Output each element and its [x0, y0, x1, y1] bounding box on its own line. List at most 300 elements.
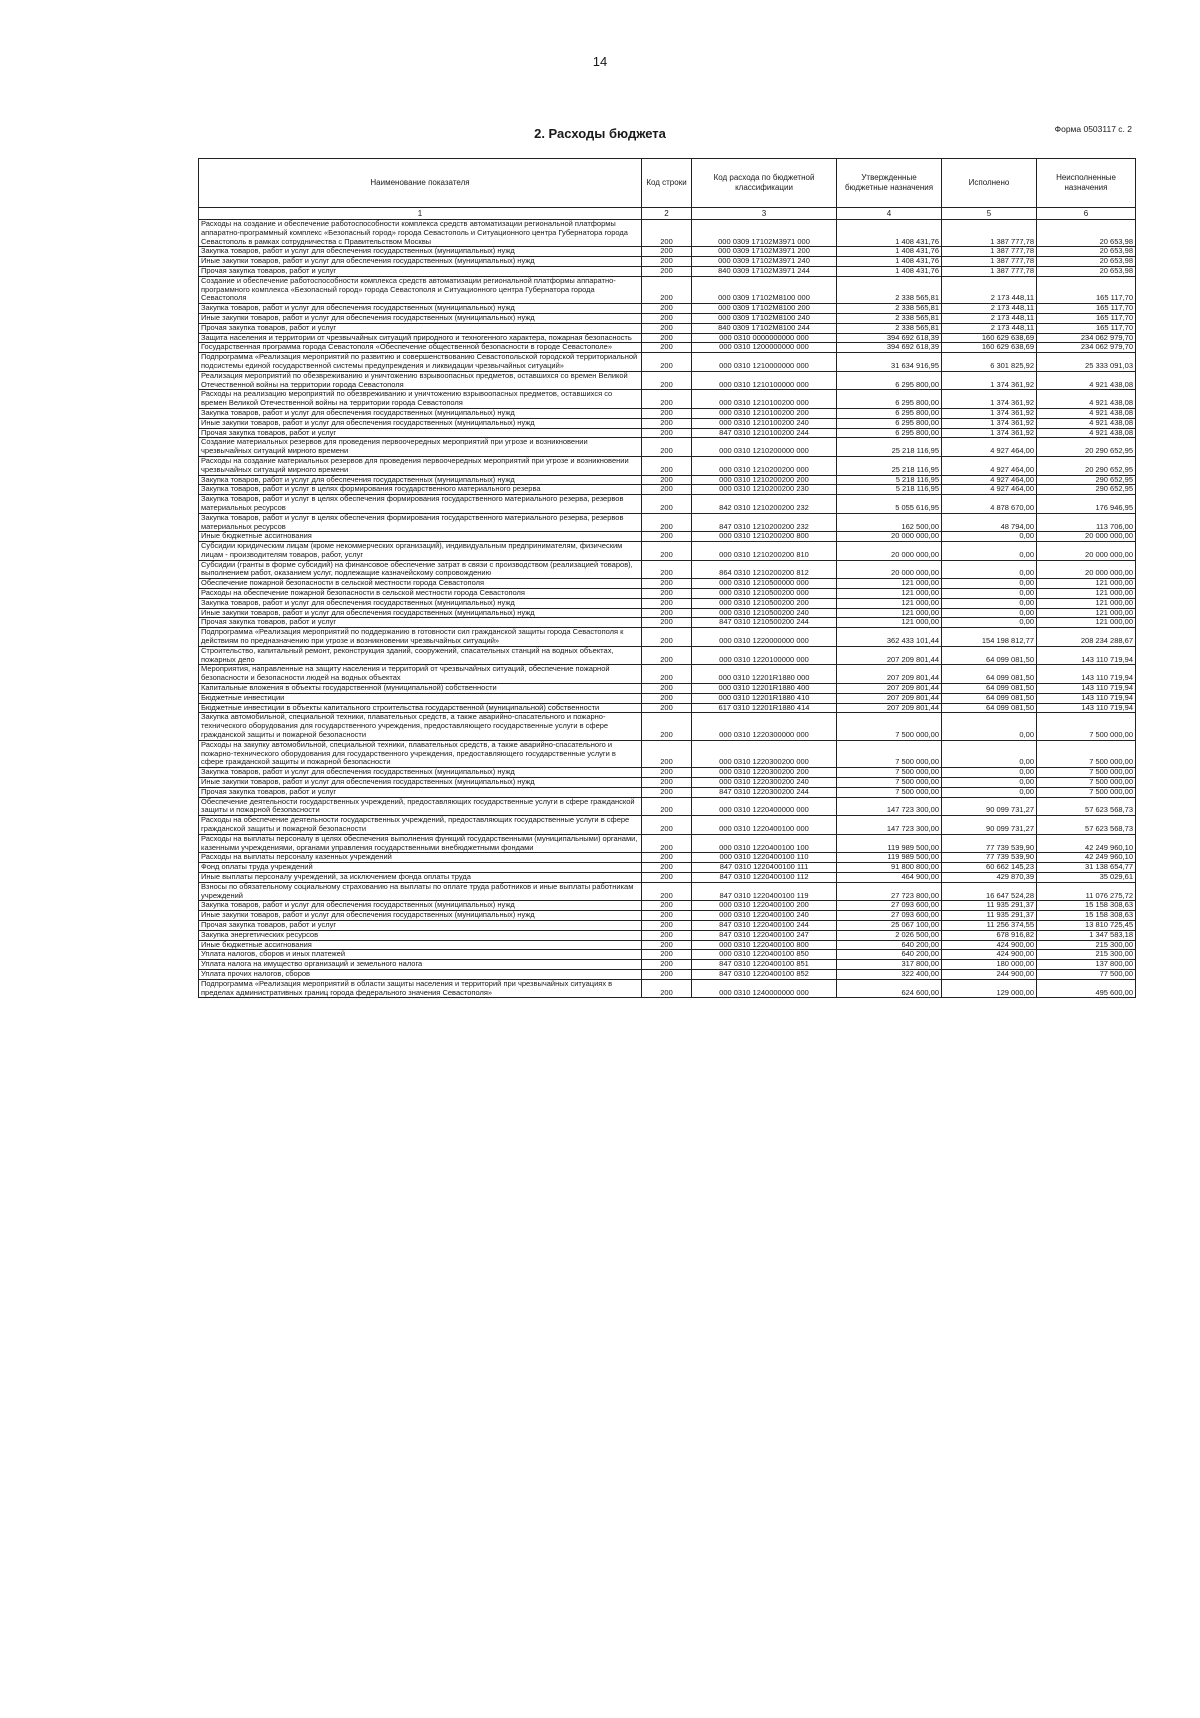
row-name: Защита населения и территории от чрезвычайных ситуаций природного и техногенного характера, пожарная безопасность [199, 333, 642, 343]
row-name: Реализация мероприятий по обезвреживанию и уничтожению взрывоопасных предметов, оставшихся со времен Великой Отечественной войны на территории города Севастополя [199, 371, 642, 390]
row-name: Субсидии юридическим лицам (кроме некоммерческих организаций), индивидуальным предпринимателям, физическим лицам - производителям товаров, работ, услуг [199, 542, 642, 561]
row-classification-code: 000 0310 1220300000 000 [692, 713, 837, 740]
row-classification-code: 000 0310 1210500000 000 [692, 579, 837, 589]
row-executed-amount: 11 935 291,37 [942, 901, 1037, 911]
row-unexecuted-amount: 20 290 652,95 [1037, 456, 1136, 475]
row-line-code: 200 [642, 684, 692, 694]
row-approved-amount: 27 093 600,00 [837, 901, 942, 911]
row-approved-amount: 20 000 000,00 [837, 532, 942, 542]
row-executed-amount: 4 927 464,00 [942, 485, 1037, 495]
row-unexecuted-amount: 15 158 308,63 [1037, 911, 1136, 921]
row-unexecuted-amount: 20 653,98 [1037, 266, 1136, 276]
row-name: Иные бюджетные ассигнования [199, 940, 642, 950]
row-classification-code: 000 0310 12201R1880 000 [692, 665, 837, 684]
table-row [199, 684, 1136, 694]
table-row [199, 797, 1136, 816]
row-classification-code: 000 0309 17102M8100 240 [692, 313, 837, 323]
table-row [199, 969, 1136, 979]
row-executed-amount: 6 301 825,92 [942, 353, 1037, 372]
row-unexecuted-amount: 290 652,95 [1037, 485, 1136, 495]
row-name: Обеспечение деятельности государственных учреждений, предоставляющих государственные услуги в сфере гражданской защиты и пожарной безопасности [199, 797, 642, 816]
row-name: Обеспечение пожарной безопасности в сельской местности города Севастополя [199, 579, 642, 589]
row-approved-amount: 2 338 565,81 [837, 276, 942, 303]
row-classification-code: 847 0310 1220400100 852 [692, 969, 837, 979]
row-name: Прочая закупка товаров, работ и услуг [199, 618, 642, 628]
row-classification-code: 000 0309 17102M3971 000 [692, 220, 837, 247]
row-line-code: 200 [642, 456, 692, 475]
row-executed-amount: 154 198 812,77 [942, 628, 1037, 647]
row-approved-amount: 7 500 000,00 [837, 768, 942, 778]
row-line-code: 200 [642, 608, 692, 618]
table-row [199, 304, 1136, 314]
row-name: Расходы на создание материальных резервов для проведения первоочередных мероприятий при угрозе и возникновении чрезвычайных ситуаций мирного времени [199, 456, 642, 475]
row-name: Закупка автомобильной, специальной техники, плавательных средств, а также аварийно-спасательного и пожарно-технического оборудования для государственного учреждения, предоставляющего государственные услуги в сфере гражданской защиты и пожарной безопасности [199, 713, 642, 740]
row-classification-code: 000 0310 1210200000 000 [692, 438, 837, 457]
row-classification-code: 000 0310 12201R1880 400 [692, 684, 837, 694]
row-name: Подпрограмма «Реализация мероприятий по поддержанию в готовности сил гражданской защиты города Севастополя к действиям по предназначению при угрозе и возникновении чрезвычайных ситуаций» [199, 628, 642, 647]
row-unexecuted-amount: 290 652,95 [1037, 475, 1136, 485]
row-unexecuted-amount: 143 110 719,94 [1037, 684, 1136, 694]
row-approved-amount: 121 000,00 [837, 618, 942, 628]
row-classification-code: 000 0309 17102M3971 200 [692, 247, 837, 257]
row-approved-amount: 119 989 500,00 [837, 834, 942, 853]
row-line-code: 200 [642, 960, 692, 970]
row-name: Прочая закупка товаров, работ и услуг [199, 323, 642, 333]
row-name: Прочая закупка товаров, работ и услуг [199, 920, 642, 930]
row-unexecuted-amount: 143 110 719,94 [1037, 665, 1136, 684]
row-name: Расходы на закупку автомобильной, специальной техники, плавательных средств, а также аварийно-спасательного и пожарно-технического оборудования для государственного учреждения, предоставляющего государственные услуги в сфере гражданской защиты и пожарной безопасности [199, 740, 642, 767]
row-approved-amount: 1 408 431,76 [837, 257, 942, 267]
row-line-code: 200 [642, 579, 692, 589]
row-classification-code: 000 0310 1220400100 800 [692, 940, 837, 950]
row-name: Бюджетные инвестиции [199, 693, 642, 703]
row-line-code: 200 [642, 618, 692, 628]
row-unexecuted-amount: 57 623 568,73 [1037, 816, 1136, 835]
table-row [199, 220, 1136, 247]
row-executed-amount: 64 099 081,50 [942, 703, 1037, 713]
column-number: 4 [837, 208, 942, 220]
row-line-code: 200 [642, 333, 692, 343]
row-name: Фонд оплаты труда учреждений [199, 863, 642, 873]
row-executed-amount: 90 099 731,27 [942, 797, 1037, 816]
row-executed-amount: 0,00 [942, 542, 1037, 561]
row-classification-code: 000 0310 1220300200 000 [692, 740, 837, 767]
row-line-code: 200 [642, 438, 692, 457]
row-line-code: 200 [642, 247, 692, 257]
table-row [199, 598, 1136, 608]
row-classification-code: 000 0310 1210100200 240 [692, 418, 837, 428]
row-executed-amount: 678 916,82 [942, 930, 1037, 940]
row-approved-amount: 121 000,00 [837, 608, 942, 618]
row-executed-amount: 4 878 670,00 [942, 495, 1037, 514]
row-name: Уплата прочих налогов, сборов [199, 969, 642, 979]
row-executed-amount: 0,00 [942, 579, 1037, 589]
row-executed-amount: 4 927 464,00 [942, 438, 1037, 457]
row-name: Закупка товаров, работ и услуг для обеспечения государственных (муниципальных) нужд [199, 901, 642, 911]
row-line-code: 200 [642, 542, 692, 561]
row-line-code: 200 [642, 313, 692, 323]
column-number: 5 [942, 208, 1037, 220]
row-approved-amount: 624 600,00 [837, 979, 942, 998]
row-classification-code: 000 0310 1220400100 850 [692, 950, 837, 960]
row-executed-amount: 64 099 081,50 [942, 646, 1037, 665]
column-number: 6 [1037, 208, 1136, 220]
table-row [199, 371, 1136, 390]
row-line-code: 200 [642, 787, 692, 797]
row-line-code: 200 [642, 834, 692, 853]
row-executed-amount: 90 099 731,27 [942, 816, 1037, 835]
row-executed-amount: 60 662 145,23 [942, 863, 1037, 873]
row-unexecuted-amount: 176 946,95 [1037, 495, 1136, 514]
row-approved-amount: 25 218 116,95 [837, 456, 942, 475]
row-name: Расходы на обеспечение пожарной безопасности в сельской местности города Севастополя [199, 589, 642, 599]
row-approved-amount: 640 200,00 [837, 940, 942, 950]
header-executed: Исполнено [942, 159, 1037, 208]
row-line-code: 200 [642, 646, 692, 665]
row-classification-code: 000 0310 1200000000 000 [692, 343, 837, 353]
row-name: Закупка товаров, работ и услуг для обеспечения государственных (муниципальных) нужд [199, 768, 642, 778]
row-approved-amount: 6 295 800,00 [837, 428, 942, 438]
row-executed-amount: 11 256 374,55 [942, 920, 1037, 930]
row-name: Подпрограмма «Реализация мероприятий по развитию и совершенствованию Севастопольской городской территориальной подсистемы единой государственной системы предупреждения и ликвидации чрезвычайных ситуаций» [199, 353, 642, 372]
row-line-code: 200 [642, 969, 692, 979]
row-classification-code: 847 0310 1220400100 244 [692, 920, 837, 930]
row-unexecuted-amount: 165 117,70 [1037, 276, 1136, 303]
table-row [199, 408, 1136, 418]
header-line-code: Код строки [642, 159, 692, 208]
row-line-code: 200 [642, 353, 692, 372]
row-name: Расходы на реализацию мероприятий по обезвреживанию и уничтожению взрывоопасных предметов, оставшихся со времен Великой Отечественной войны на территории города Севастополя [199, 390, 642, 409]
table-row [199, 693, 1136, 703]
row-name: Расходы на создание и обеспечение работоспособности комплекса средств автоматизации региональной платформы аппаратно-программный комплекс «Безопасный город» города Севастополь и Ситуационного центра Губернатора города Севастополь в рамках сотрудничества с Правительством Москвы [199, 220, 642, 247]
row-classification-code: 000 0310 1210500200 240 [692, 608, 837, 618]
row-line-code: 200 [642, 371, 692, 390]
row-executed-amount: 424 900,00 [942, 950, 1037, 960]
row-unexecuted-amount: 165 117,70 [1037, 323, 1136, 333]
row-classification-code: 000 0309 17102M3971 240 [692, 257, 837, 267]
row-executed-amount: 0,00 [942, 713, 1037, 740]
row-executed-amount: 160 629 638,69 [942, 333, 1037, 343]
table-row [199, 390, 1136, 409]
row-classification-code: 000 0310 1220300200 240 [692, 778, 837, 788]
row-approved-amount: 640 200,00 [837, 950, 942, 960]
row-approved-amount: 119 989 500,00 [837, 853, 942, 863]
row-approved-amount: 6 295 800,00 [837, 371, 942, 390]
row-unexecuted-amount: 20 000 000,00 [1037, 542, 1136, 561]
row-name: Уплата налогов, сборов и иных платежей [199, 950, 642, 960]
row-executed-amount: 244 900,00 [942, 969, 1037, 979]
row-name: Прочая закупка товаров, работ и услуг [199, 787, 642, 797]
row-unexecuted-amount: 15 158 308,63 [1037, 901, 1136, 911]
row-unexecuted-amount: 35 029,61 [1037, 872, 1136, 882]
column-number: 3 [692, 208, 837, 220]
row-approved-amount: 207 209 801,44 [837, 646, 942, 665]
row-executed-amount: 160 629 638,69 [942, 343, 1037, 353]
row-name: Закупка энергетических ресурсов [199, 930, 642, 940]
row-classification-code: 000 0310 1210100000 000 [692, 371, 837, 390]
row-approved-amount: 147 723 300,00 [837, 797, 942, 816]
row-approved-amount: 2 338 565,81 [837, 313, 942, 323]
row-approved-amount: 91 800 800,00 [837, 863, 942, 873]
row-name: Прочая закупка товаров, работ и услуг [199, 266, 642, 276]
row-line-code: 200 [642, 930, 692, 940]
table-row [199, 542, 1136, 561]
column-number: 1 [199, 208, 642, 220]
row-unexecuted-amount: 7 500 000,00 [1037, 740, 1136, 767]
row-executed-amount: 48 794,00 [942, 513, 1037, 532]
row-approved-amount: 121 000,00 [837, 589, 942, 599]
row-line-code: 200 [642, 911, 692, 921]
row-line-code: 200 [642, 475, 692, 485]
row-approved-amount: 25 067 100,00 [837, 920, 942, 930]
row-approved-amount: 7 500 000,00 [837, 787, 942, 797]
row-line-code: 200 [642, 390, 692, 409]
table-row [199, 628, 1136, 647]
row-unexecuted-amount: 25 333 091,03 [1037, 353, 1136, 372]
row-approved-amount: 207 209 801,44 [837, 684, 942, 694]
row-line-code: 200 [642, 920, 692, 930]
row-executed-amount: 1 374 361,92 [942, 428, 1037, 438]
row-line-code: 200 [642, 323, 692, 333]
row-unexecuted-amount: 143 110 719,94 [1037, 693, 1136, 703]
row-line-code: 200 [642, 740, 692, 767]
row-line-code: 200 [642, 532, 692, 542]
row-unexecuted-amount: 208 234 288,67 [1037, 628, 1136, 647]
row-approved-amount: 6 295 800,00 [837, 390, 942, 409]
row-approved-amount: 121 000,00 [837, 579, 942, 589]
row-approved-amount: 31 634 916,95 [837, 353, 942, 372]
row-unexecuted-amount: 77 500,00 [1037, 969, 1136, 979]
row-unexecuted-amount: 57 623 568,73 [1037, 797, 1136, 816]
row-approved-amount: 317 800,00 [837, 960, 942, 970]
row-classification-code: 847 0310 1210200200 232 [692, 513, 837, 532]
row-line-code: 200 [642, 485, 692, 495]
row-approved-amount: 207 209 801,44 [837, 703, 942, 713]
row-name: Закупка товаров, работ и услуг для обеспечения государственных (муниципальных) нужд [199, 408, 642, 418]
table-row [199, 276, 1136, 303]
header-unexecuted: Неисполненные назначения [1037, 159, 1136, 208]
row-unexecuted-amount: 11 076 275,72 [1037, 882, 1136, 901]
row-executed-amount: 1 387 777,78 [942, 247, 1037, 257]
row-approved-amount: 362 433 101,44 [837, 628, 942, 647]
row-approved-amount: 1 408 431,76 [837, 247, 942, 257]
row-line-code: 200 [642, 693, 692, 703]
row-name: Закупка товаров, работ и услуг для обеспечения государственных (муниципальных) нужд [199, 475, 642, 485]
row-unexecuted-amount: 42 249 960,10 [1037, 834, 1136, 853]
row-unexecuted-amount: 4 921 438,08 [1037, 418, 1136, 428]
row-approved-amount: 25 218 116,95 [837, 438, 942, 457]
table-row [199, 834, 1136, 853]
row-name: Иные закупки товаров, работ и услуг для обеспечения государственных (муниципальных) нужд [199, 911, 642, 921]
row-name: Создание материальных резервов для проведения первоочередных мероприятий при угрозе и возникновении чрезвычайных ситуаций мирного времени [199, 438, 642, 457]
row-executed-amount: 4 927 464,00 [942, 475, 1037, 485]
form-code: Форма 0503117 с. 2 [1054, 124, 1132, 134]
row-unexecuted-amount: 121 000,00 [1037, 579, 1136, 589]
row-executed-amount: 180 000,00 [942, 960, 1037, 970]
row-line-code: 200 [642, 220, 692, 247]
row-classification-code: 840 0309 17102M8100 244 [692, 323, 837, 333]
row-name: Закупка товаров, работ и услуг для обеспечения государственных (муниципальных) нужд [199, 247, 642, 257]
table-row [199, 313, 1136, 323]
table-row [199, 266, 1136, 276]
row-unexecuted-amount: 113 706,00 [1037, 513, 1136, 532]
row-unexecuted-amount: 20 653,98 [1037, 257, 1136, 267]
row-name: Иные бюджетные ассигнования [199, 532, 642, 542]
row-name: Расходы на выплаты персоналу в целях обеспечения выполнения функций государственными (муниципальными) органами, казенными учреждениями, органами управления государственными внебюджетными фондами [199, 834, 642, 853]
row-line-code: 200 [642, 266, 692, 276]
row-executed-amount: 0,00 [942, 778, 1037, 788]
row-name: Иные закупки товаров, работ и услуг для обеспечения государственных (муниципальных) нужд [199, 257, 642, 267]
row-name: Иные закупки товаров, работ и услуг для обеспечения государственных (муниципальных) нужд [199, 313, 642, 323]
row-approved-amount: 5 055 616,95 [837, 495, 942, 514]
row-unexecuted-amount: 7 500 000,00 [1037, 787, 1136, 797]
row-classification-code: 000 0310 1220300200 200 [692, 768, 837, 778]
table-row [199, 353, 1136, 372]
row-classification-code: 000 0309 17102M8100 200 [692, 304, 837, 314]
row-approved-amount: 20 000 000,00 [837, 560, 942, 579]
row-classification-code: 000 0310 1210100200 000 [692, 390, 837, 409]
row-classification-code: 847 0310 1220300200 244 [692, 787, 837, 797]
row-executed-amount: 0,00 [942, 560, 1037, 579]
row-classification-code: 617 0310 12201R1880 414 [692, 703, 837, 713]
row-classification-code: 847 0310 1220400100 112 [692, 872, 837, 882]
row-line-code: 200 [642, 901, 692, 911]
row-name: Мероприятия, направленные на защиту населения и территорий от чрезвычайных ситуаций, обеспечение пожарной безопасности и безопасности людей на водных объектах [199, 665, 642, 684]
row-executed-amount: 64 099 081,50 [942, 665, 1037, 684]
row-name: Закупка товаров, работ и услуг в целях формирования государственного материального резерва [199, 485, 642, 495]
row-classification-code: 000 0310 1210200200 810 [692, 542, 837, 561]
row-name: Закупка товаров, работ и услуг в целях обеспечения формирования государственного материального резерва, резервов материальных ресурсов [199, 513, 642, 532]
row-line-code: 200 [642, 495, 692, 514]
row-approved-amount: 27 723 800,00 [837, 882, 942, 901]
table-row [199, 589, 1136, 599]
row-classification-code: 000 0310 1210200200 800 [692, 532, 837, 542]
row-unexecuted-amount: 121 000,00 [1037, 618, 1136, 628]
row-executed-amount: 64 099 081,50 [942, 693, 1037, 703]
row-line-code: 200 [642, 940, 692, 950]
table-row [199, 740, 1136, 767]
row-unexecuted-amount: 7 500 000,00 [1037, 778, 1136, 788]
table-row [199, 872, 1136, 882]
table-row [199, 960, 1136, 970]
row-classification-code: 000 0310 1220400100 200 [692, 901, 837, 911]
row-unexecuted-amount: 20 653,98 [1037, 247, 1136, 257]
row-executed-amount: 77 739 539,90 [942, 853, 1037, 863]
row-approved-amount: 394 692 618,39 [837, 343, 942, 353]
row-classification-code: 000 0310 1210100200 200 [692, 408, 837, 418]
section-title: 2. Расходы бюджета [534, 126, 666, 141]
row-line-code: 200 [642, 853, 692, 863]
row-executed-amount: 64 099 081,50 [942, 684, 1037, 694]
row-name: Расходы на выплаты персоналу казенных учреждений [199, 853, 642, 863]
table-row [199, 920, 1136, 930]
row-name: Подпрограмма «Реализация мероприятий в области защиты населения и территорий при чрезвычайных ситуациях в пределах административных границ города федерального значения Севастополя» [199, 979, 642, 998]
row-executed-amount: 0,00 [942, 532, 1037, 542]
row-executed-amount: 2 173 448,11 [942, 304, 1037, 314]
row-executed-amount: 0,00 [942, 598, 1037, 608]
row-executed-amount: 129 000,00 [942, 979, 1037, 998]
row-name: Субсидии (гранты в форме субсидий) на финансовое обеспечение затрат в связи с производством (реализацией товаров), выполнением работ, оказанием услуг, подлежащие казначейскому сопровождению [199, 560, 642, 579]
row-line-code: 200 [642, 768, 692, 778]
row-classification-code: 000 0310 1210500200 000 [692, 589, 837, 599]
row-unexecuted-amount: 7 500 000,00 [1037, 768, 1136, 778]
table-row [199, 787, 1136, 797]
table-row [199, 646, 1136, 665]
row-approved-amount: 27 093 600,00 [837, 911, 942, 921]
row-unexecuted-amount: 4 921 438,08 [1037, 408, 1136, 418]
row-line-code: 200 [642, 628, 692, 647]
column-number: 2 [642, 208, 692, 220]
row-line-code: 200 [642, 418, 692, 428]
row-unexecuted-amount: 7 500 000,00 [1037, 713, 1136, 740]
row-classification-code: 847 0310 1210100200 244 [692, 428, 837, 438]
row-line-code: 200 [642, 598, 692, 608]
row-classification-code: 000 0310 1220400100 000 [692, 816, 837, 835]
row-approved-amount: 5 218 116,95 [837, 475, 942, 485]
row-approved-amount: 7 500 000,00 [837, 778, 942, 788]
row-unexecuted-amount: 143 110 719,94 [1037, 703, 1136, 713]
row-classification-code: 847 0310 1220400100 119 [692, 882, 837, 901]
row-classification-code: 000 0310 1240000000 000 [692, 979, 837, 998]
row-name: Строительство, капитальный ремонт, реконструкция зданий, сооружений, спасательных станций на водных объектах, пожарных депо [199, 646, 642, 665]
row-approved-amount: 1 408 431,76 [837, 266, 942, 276]
table-row [199, 323, 1136, 333]
row-unexecuted-amount: 215 300,00 [1037, 940, 1136, 950]
row-classification-code: 840 0309 17102M3971 244 [692, 266, 837, 276]
row-approved-amount: 121 000,00 [837, 598, 942, 608]
header-approved: Утвержденные бюджетные назначения [837, 159, 942, 208]
row-line-code: 200 [642, 778, 692, 788]
row-unexecuted-amount: 143 110 719,94 [1037, 646, 1136, 665]
row-name: Бюджетные инвестиции в объекты капитального строительства государственной (муниципальной) собственности [199, 703, 642, 713]
row-executed-amount: 0,00 [942, 768, 1037, 778]
table-row [199, 257, 1136, 267]
row-approved-amount: 322 400,00 [837, 969, 942, 979]
row-classification-code: 000 0310 1220400000 000 [692, 797, 837, 816]
table-row [199, 863, 1136, 873]
row-line-code: 200 [642, 665, 692, 684]
table-row [199, 438, 1136, 457]
row-approved-amount: 7 500 000,00 [837, 713, 942, 740]
row-name: Закупка товаров, работ и услуг для обеспечения государственных (муниципальных) нужд [199, 598, 642, 608]
row-classification-code: 847 0310 1210500200 244 [692, 618, 837, 628]
row-name: Прочая закупка товаров, работ и услуг [199, 428, 642, 438]
row-line-code: 200 [642, 863, 692, 873]
row-executed-amount: 1 374 361,92 [942, 371, 1037, 390]
row-name: Расходы на обеспечение деятельности государственных учреждений, предоставляющих государственные услуги в сфере гражданской защиты и пожарной безопасности [199, 816, 642, 835]
row-executed-amount: 1 387 777,78 [942, 220, 1037, 247]
row-approved-amount: 7 500 000,00 [837, 740, 942, 767]
row-approved-amount: 394 692 618,39 [837, 333, 942, 343]
page-number: 14 [592, 54, 608, 69]
row-classification-code: 000 0310 1210500200 200 [692, 598, 837, 608]
header-indicator-name: Наименование показателя [199, 159, 642, 208]
row-approved-amount: 6 295 800,00 [837, 418, 942, 428]
row-classification-code: 000 0310 1210200200 000 [692, 456, 837, 475]
row-executed-amount: 16 647 524,28 [942, 882, 1037, 901]
row-line-code: 200 [642, 560, 692, 579]
row-classification-code: 847 0310 1220400100 851 [692, 960, 837, 970]
row-executed-amount: 1 374 361,92 [942, 408, 1037, 418]
row-unexecuted-amount: 20 000 000,00 [1037, 532, 1136, 542]
row-line-code: 200 [642, 257, 692, 267]
row-approved-amount: 147 723 300,00 [837, 816, 942, 835]
row-line-code: 200 [642, 276, 692, 303]
row-executed-amount: 0,00 [942, 787, 1037, 797]
row-line-code: 200 [642, 428, 692, 438]
table-header-row [199, 159, 1136, 208]
row-unexecuted-amount: 20 290 652,95 [1037, 438, 1136, 457]
